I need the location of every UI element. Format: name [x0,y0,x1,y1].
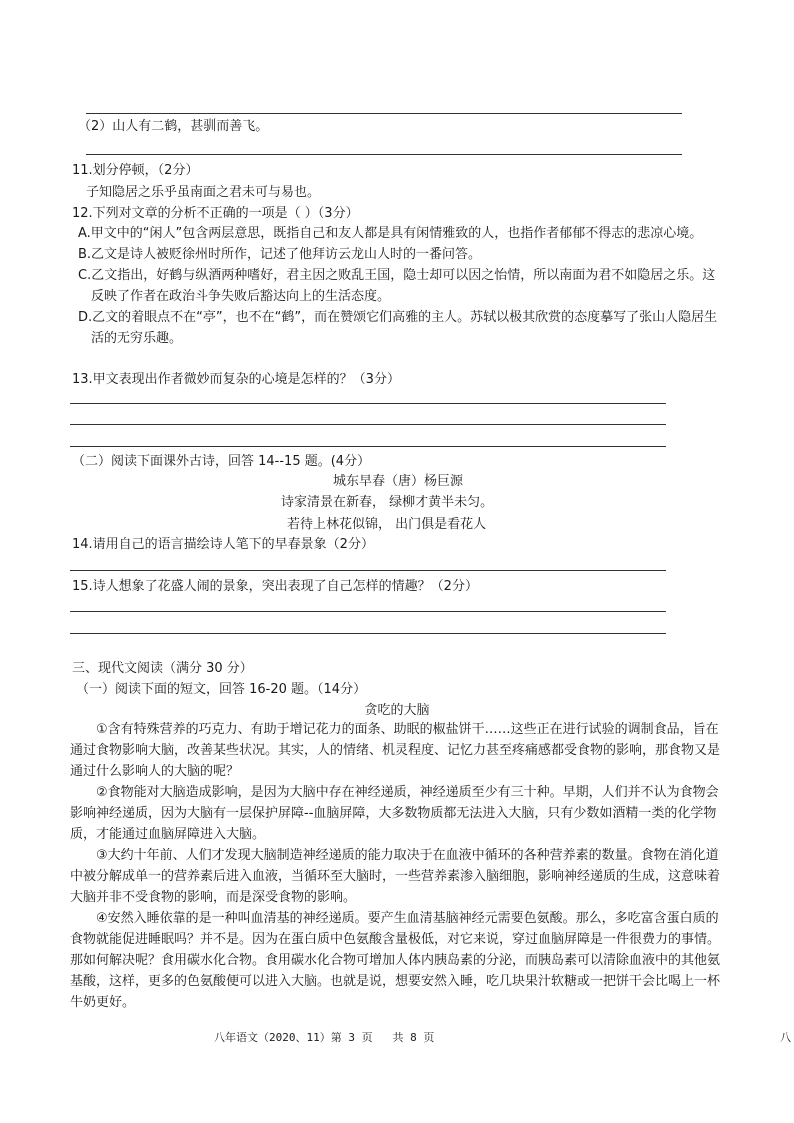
q11-prompt: 11.划分停顿，（2分） [72,163,199,178]
q13-prompt: 13.甲文表现出作者微妙而复杂的心境是怎样的？（3分） [72,372,400,387]
page-footer: 八年语文（2020、11）第 3 页 共 8 页 [214,1031,435,1044]
answer-line [70,570,666,571]
poem-line-2: 若待上林花似锦， 出门俱是看花人 [287,517,487,532]
page-edge-char: 八 [780,1031,791,1044]
answer-line [70,446,666,447]
answer-line [86,154,682,155]
q15-prompt: 15.诗人想象了花盛人闹的景象，突出表现了自己怎样的情趣？（2分） [72,579,478,594]
q12-option-a: A.甲文中的“闲人”包含两层意思，既指自己和友人都是具有闲情雅致的人，也指作者郁郁不得志的悲凉心境。 [78,226,703,241]
q12-prompt: 12.下列对文章的分析不正确的一项是（ ）（3分） [72,206,359,221]
answer-line [70,424,666,425]
article-paragraph-1: ①含有特殊营养的巧克力、有助于增记花力的面条、助眠的椒盐饼干……这些正在进行试验的调制食品，旨在通过食物影响大脑，改善某些状况。其实，人的情绪、机灵程度、记忆力甚至疼痛感都受食物的影响，那食物又是通过什么影响人的大脑的呢？ [70,722,721,779]
article-paragraph-4: ④安然入睡依靠的是一种叫血清基的神经递质。要产生血清基脑神经元需要色氨酸。那么，多吃富含蛋白质的食物就能促进睡眠吗？并不是。因为在蛋白质中色氨酸含量极低，对它来说，穿过血脑屏障是一件很费力的事情。那如何解决呢？食用碳水化合物。食用碳水化合物可增加人体内胰岛素的分泌，而胰岛素可以清除血液中的其他氨基酸，这样，更多的色氨酸便可以进入大脑。也就是说，想要安然入睡，吃几块果汁软糖或一把饼干会比喝上一杯牛奶更好。 [70,911,721,1010]
q12-option-d: D.乙文的着眼点不在“亭”，也不在“鹤”，而在赞颂它们高雅的主人。苏轼以极其欣赏的态度摹写了张山人隐居生活的无穷乐趣。 [78,310,718,346]
q12-option-c: C.乙文指出，好鹤与纵酒两种嗜好，君主因之败乱王国，隐士却可以因之怡情，所以南面为君不如隐居之乐。这反映了作者在政治斗争失败后豁达向上的生活态度。 [78,268,716,304]
part3-header: 三、现代文阅读（满分 30 分） [72,661,253,676]
part3-subheader: （一）阅读下面的短文，回答 16-20 题。（14分） [76,682,367,697]
q12-option-b: B.乙文是诗人被贬徐州时所作，记述了他拜访云龙山人时的一番问答。 [78,247,482,262]
answer-line [86,113,682,114]
answer-line [70,633,666,634]
poem-title: 城东早春（唐）杨巨源 [333,474,464,489]
article-paragraph-2: ②食物能对大脑造成影响，是因为大脑中存在神经递质，神经递质至少有三十种。早期，人们并不认为食物会影响神经递质，因为大脑有一层保护屏障--血脑屏障，大多数物质都无法进入大脑，只有少数如酒精一类的化学物质，才能通过血脑屏障进入大脑。 [70,785,719,842]
q10-item2: （2）山人有二鹤，甚驯而善飞。 [78,119,269,134]
article-paragraph-3: ③大约十年前、人们才发现大脑制造神经递质的能力取决于在血液中循环的各种营养素的数量。食物在消化道中被分解成单一的营养素后进入血液，当循环至大脑时，一些营养素渗入脑细胞，影响神经递质的生成，这意味着大脑并非不受食物的影响，而是深受食物的影响。 [70,848,721,905]
answer-line [70,611,666,612]
q11-sentence: 子知隐居之乐乎虽南面之君未可与易也。 [86,185,321,200]
part2-header: （二）阅读下面课外古诗，回答 14--15 题。(4分） [72,454,371,469]
poem-line-1: 诗家清景在新春， 绿柳才黄半未匀。 [281,495,494,510]
answer-line [70,403,666,404]
q12-options [78,223,726,349]
article-title: 贪吃的大脑 [364,703,430,718]
q14-prompt: 14.请用自己的语言描绘诗人笔下的早春景象（2分） [72,537,374,552]
